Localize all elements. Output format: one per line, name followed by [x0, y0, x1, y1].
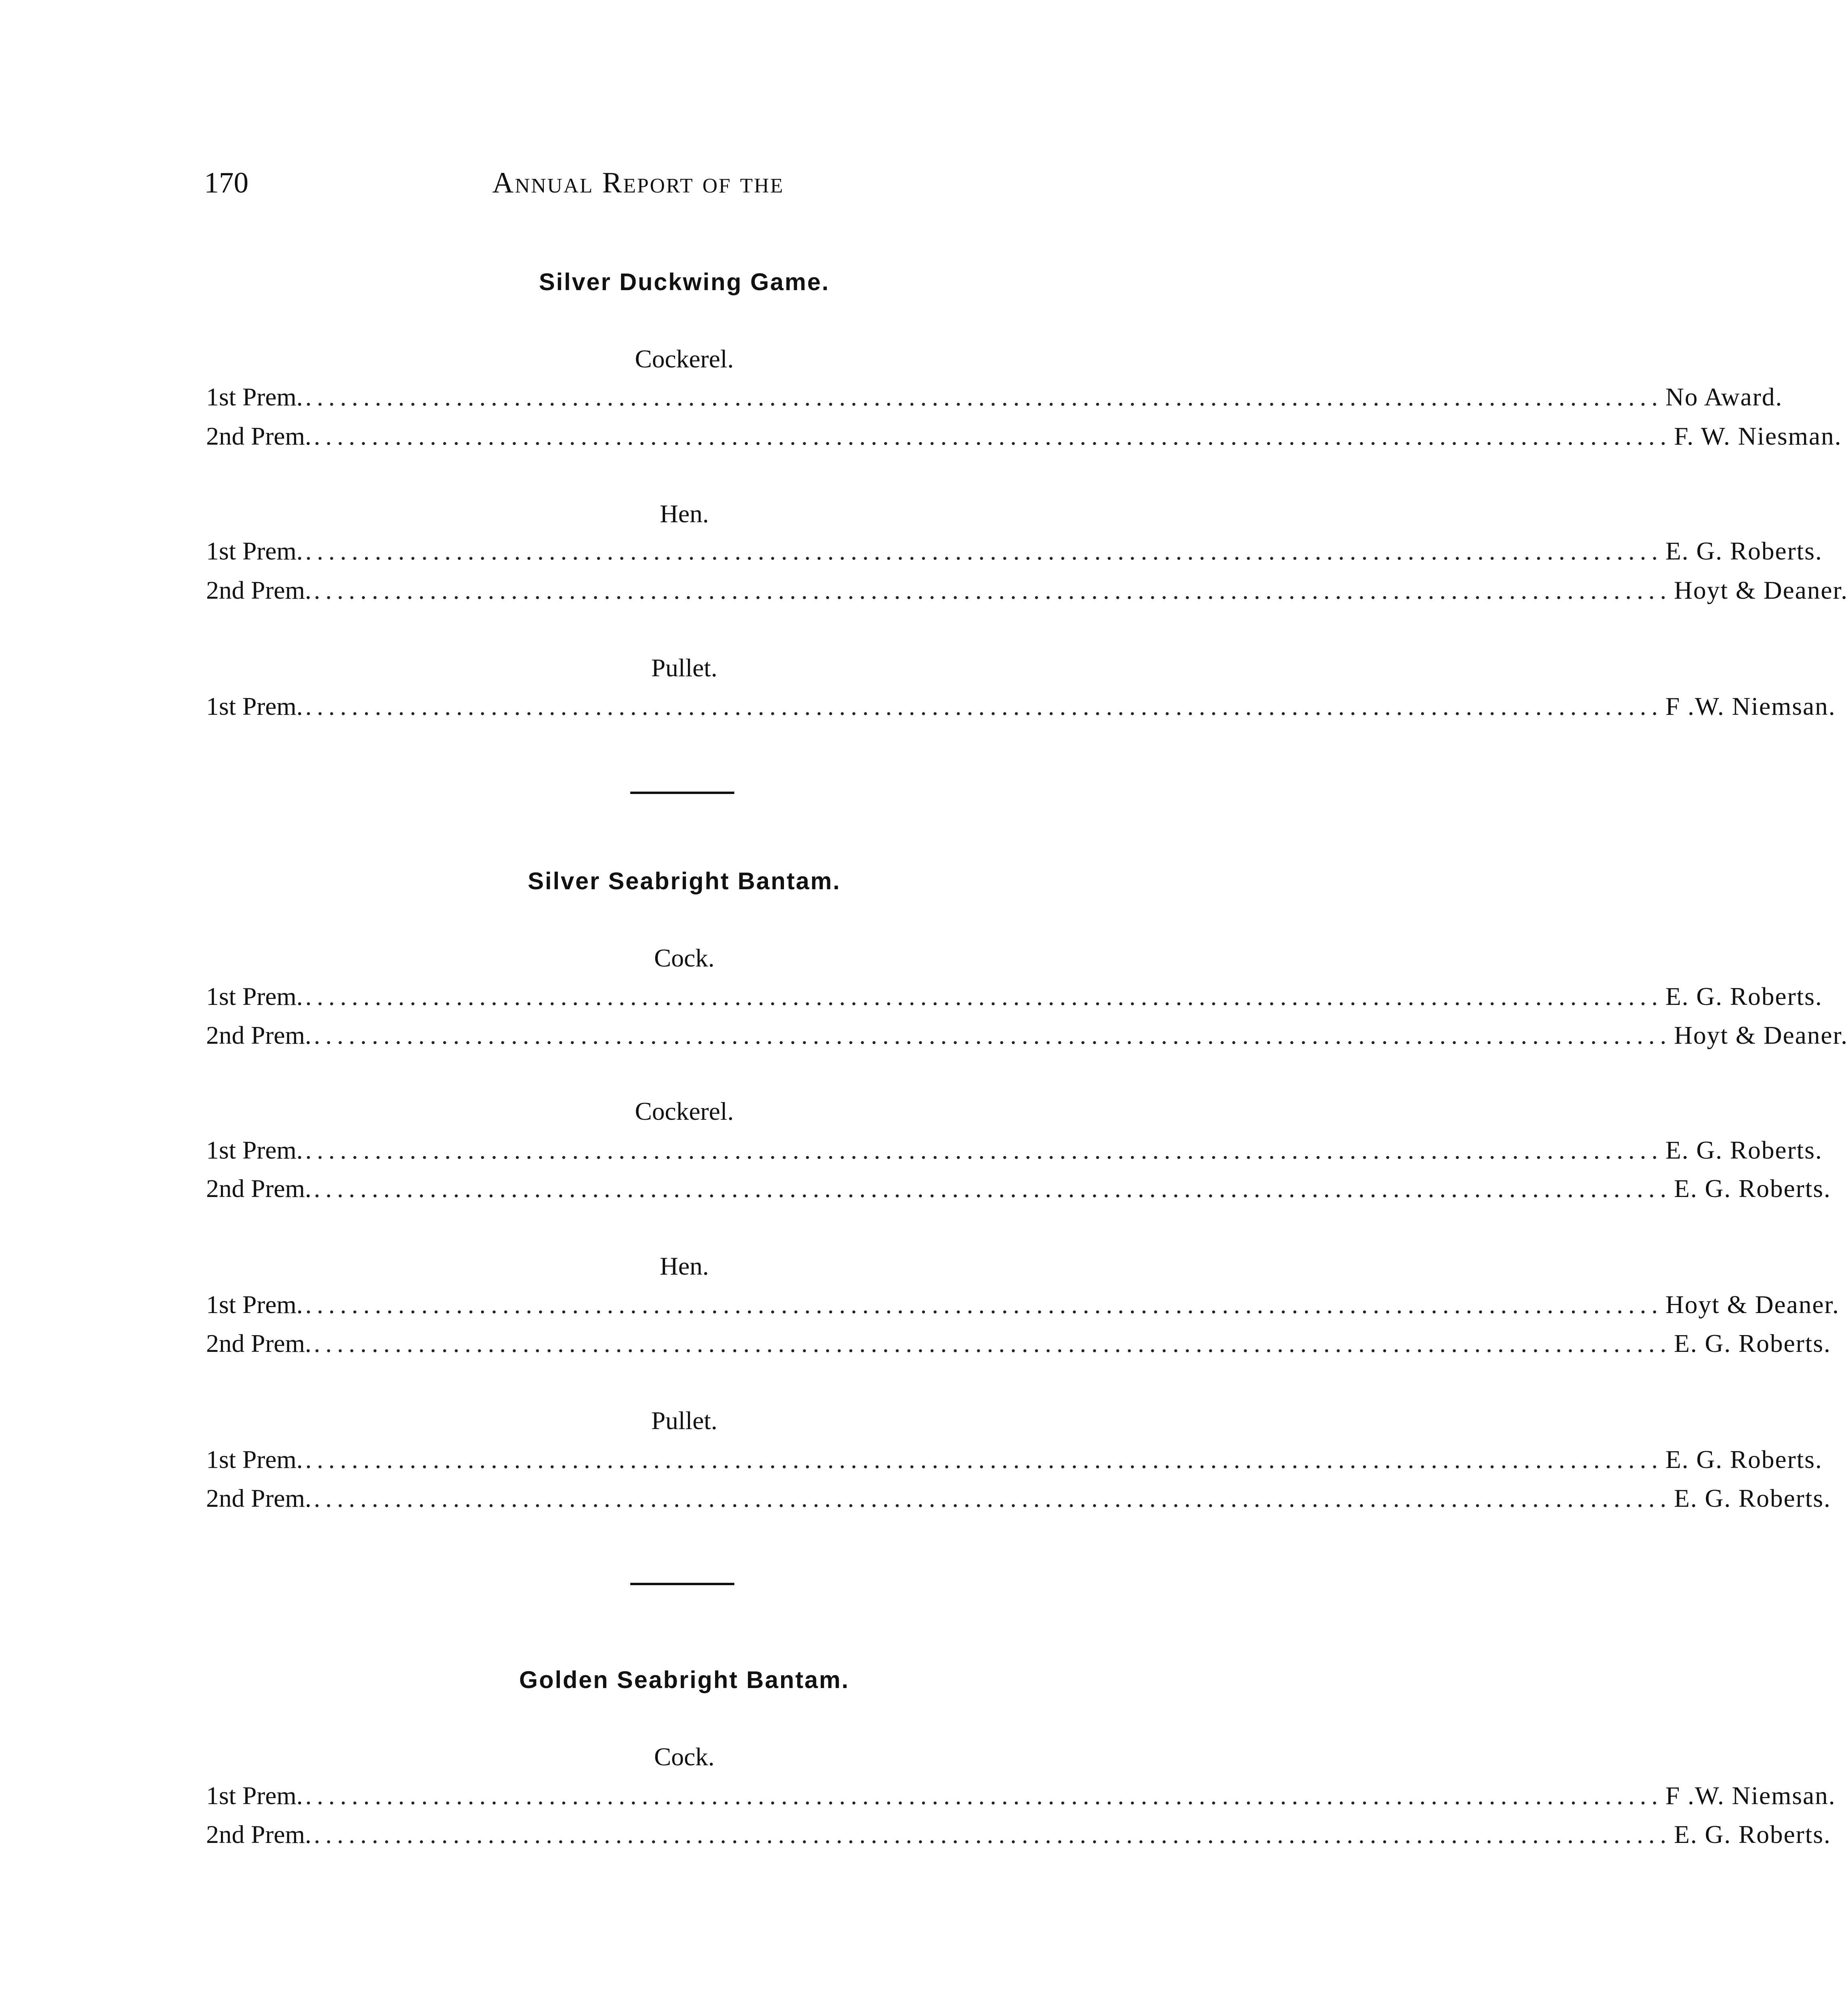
award-row	[206, 692, 1836, 726]
winner-name: E. G. Roberts.	[1674, 1820, 1831, 1849]
dot-leader: .....................................................................................................................	[314, 1174, 1672, 1203]
winner-name: Hoyt & Deaner.	[1674, 1021, 1848, 1049]
award-row	[206, 982, 1823, 1016]
dot-leader: .....................................................................................................................	[305, 1445, 1663, 1474]
award-row	[206, 1329, 1831, 1363]
section-title: Silver Duckwing Game.	[539, 269, 830, 295]
award-row	[206, 1290, 1840, 1324]
place-label: 1st Prem.	[206, 1781, 303, 1810]
dot-leader: .....................................................................................................................	[305, 537, 1663, 565]
section-title: Golden Seabright Bantam.	[519, 1666, 850, 1693]
winner-name: F .W. Niemsan.	[1665, 1781, 1836, 1810]
winner-name: E. G. Roberts.	[1665, 537, 1823, 565]
class-label: Pullet.	[651, 654, 718, 682]
winner-name: Hoyt & Deaner.	[1674, 576, 1848, 604]
place-label: 2nd Prem.	[206, 422, 312, 450]
place-label: 1st Prem.	[206, 982, 303, 1011]
place-label: 1st Prem.	[206, 692, 303, 720]
dot-leader: .....................................................................................................................	[305, 1290, 1663, 1319]
place-label: 1st Prem.	[206, 383, 303, 411]
award-row	[206, 1820, 1831, 1854]
dot-leader: .....................................................................................................................	[305, 1781, 1663, 1810]
winner-name: E. G. Roberts.	[1665, 1445, 1823, 1474]
award-row	[206, 537, 1823, 570]
place-label: 2nd Prem.	[206, 1329, 312, 1357]
winner-name: F .W. Niemsan.	[1665, 692, 1836, 720]
winner-name: E. G. Roberts.	[1674, 1174, 1831, 1203]
winner-name: E. G. Roberts.	[1665, 982, 1823, 1011]
award-row	[206, 1484, 1831, 1518]
dot-leader: .....................................................................................................................	[314, 1329, 1672, 1357]
class-label: Cock.	[654, 944, 715, 972]
place-label: 1st Prem.	[206, 1290, 303, 1319]
running-head: Annual Report of the	[492, 166, 784, 199]
section-separator	[630, 1583, 734, 1585]
winner-name: Hoyt & Deaner.	[1665, 1290, 1840, 1319]
place-label: 2nd Prem.	[206, 1484, 312, 1512]
page-number: 170	[204, 166, 249, 199]
award-row	[206, 1445, 1823, 1479]
class-label: Hen.	[659, 1252, 709, 1280]
place-label: 2nd Prem.	[206, 576, 312, 604]
winner-name: No Award.	[1665, 383, 1783, 411]
winner-name: E. G. Roberts.	[1674, 1329, 1831, 1357]
dot-leader: .....................................................................................................................	[305, 692, 1663, 720]
class-label: Pullet.	[651, 1406, 718, 1435]
winner-name: E. G. Roberts.	[1665, 1136, 1823, 1164]
class-label: Cockerel.	[635, 1097, 734, 1125]
section-separator	[630, 792, 734, 794]
dot-leader: .....................................................................................................................	[314, 1021, 1672, 1049]
dot-leader: .....................................................................................................................	[314, 1820, 1672, 1849]
dot-leader: .....................................................................................................................	[305, 383, 1663, 411]
dot-leader: .....................................................................................................................	[305, 1136, 1663, 1164]
winner-name: E. G. Roberts.	[1674, 1484, 1831, 1512]
award-row	[206, 576, 1848, 610]
award-row	[206, 1136, 1823, 1169]
dot-leader: .....................................................................................................................	[305, 982, 1663, 1011]
place-label: 2nd Prem.	[206, 1174, 312, 1203]
winner-name: F. W. Niesman.	[1674, 422, 1842, 450]
award-row	[206, 422, 1842, 455]
class-label: Cock.	[654, 1742, 715, 1771]
place-label: 2nd Prem.	[206, 1820, 312, 1849]
place-label: 1st Prem.	[206, 537, 303, 565]
place-label: 2nd Prem.	[206, 1021, 312, 1049]
award-row	[206, 1021, 1848, 1055]
dot-leader: .....................................................................................................................	[314, 1484, 1672, 1512]
dot-leader: .....................................................................................................................	[314, 422, 1672, 450]
section-title: Silver Seabright Bantam.	[527, 868, 841, 894]
class-label: Cockerel.	[635, 345, 734, 373]
award-row	[206, 1174, 1831, 1208]
place-label: 1st Prem.	[206, 1136, 303, 1164]
dot-leader: .....................................................................................................................	[314, 576, 1672, 604]
award-row	[206, 383, 1783, 416]
class-label: Hen.	[659, 499, 709, 528]
award-row	[206, 1781, 1836, 1815]
place-label: 1st Prem.	[206, 1445, 303, 1474]
